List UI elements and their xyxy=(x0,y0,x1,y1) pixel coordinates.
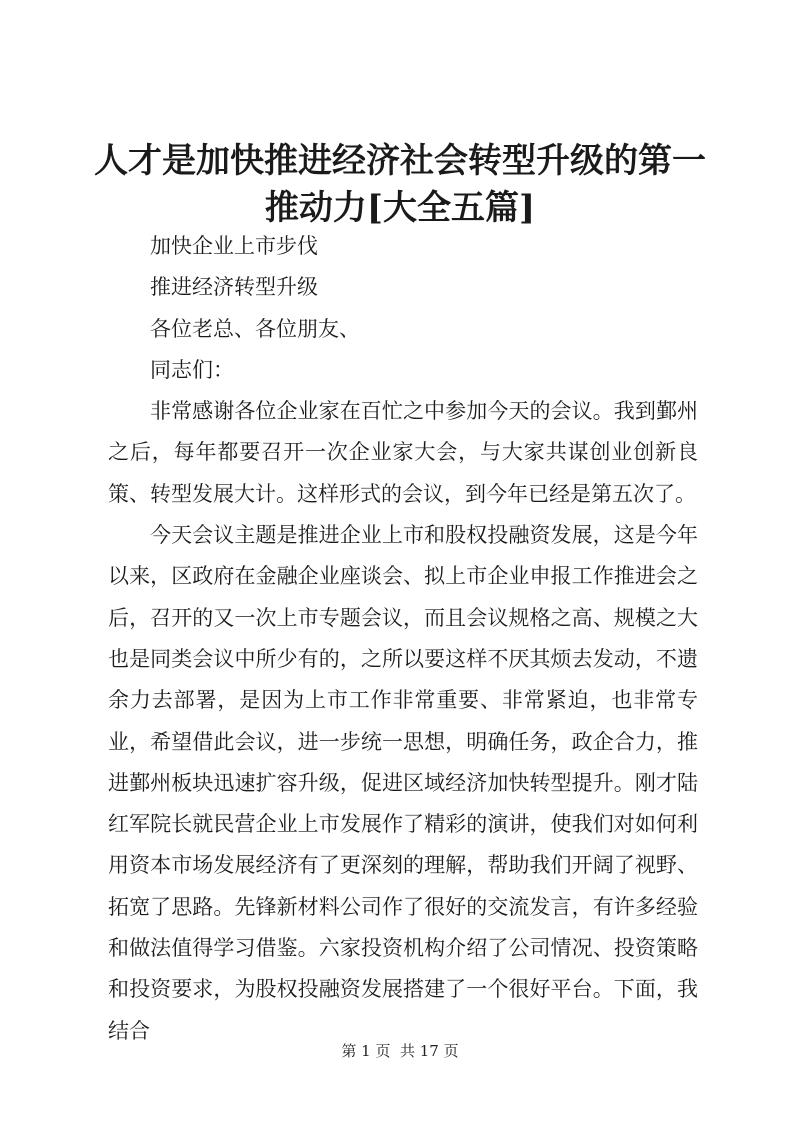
salutation-line-1: 各位老总、各位朋友、 xyxy=(150,316,360,341)
page-number: 第 1 页 共 17 页 xyxy=(341,1042,459,1060)
salutation-line-2: 同志们： xyxy=(150,357,234,382)
page-footer xyxy=(0,1040,800,1061)
document-body xyxy=(108,226,698,1052)
subtitle-line-1: 加快企业上市步伐 xyxy=(150,234,318,258)
document-title: 人才是加快推进经济社会转型升级的第一推动力[大全五篇] xyxy=(94,141,706,228)
body-paragraph-1: 非常感谢各位企业家在百忙之中参加今天的会议。我到鄞州之后，每年都要召开一次企业家大会，与大家共谋创业创新良策、转型发展大计。这样形式的会议，到今年已经是第五次了。 xyxy=(108,399,698,506)
subtitle-line-2: 推进经济转型升级 xyxy=(150,275,318,300)
body-paragraph-2: 今天会议主题是推进企业上市和股权投融资发展，这是今年以来，区政府在金融企业座谈会、拟上市企业申报工作推进会之后，召开的又一次上市专题会议，而且会议规格之高、规模之大也是同类会议中所少有的，之所以要这样不厌其烦去发动，不遗余力去部署，是因为上市工作非常重要、非常紧迫，也非常专业，希望借此会议，进一步统一思想，明确任务，政企合力，推进鄞州板块迅速扩容升级，促进区域经济加快转型提升。刚才陆红军院长就民营企业上市发展作了精彩的演讲，使我们对如何利用资本市场发展经济有了更深刻的理解，帮助我们开阔了视野、拓宽了思路。先锋新材料公司作了很好的交流发言，有许多经验和做法值得学习借鉴。六家投资机构介绍了公司情况、投资策略和投资要求，为股权投融资发展搭建了一个很好平台。下面，我结合 xyxy=(108,523,698,1043)
